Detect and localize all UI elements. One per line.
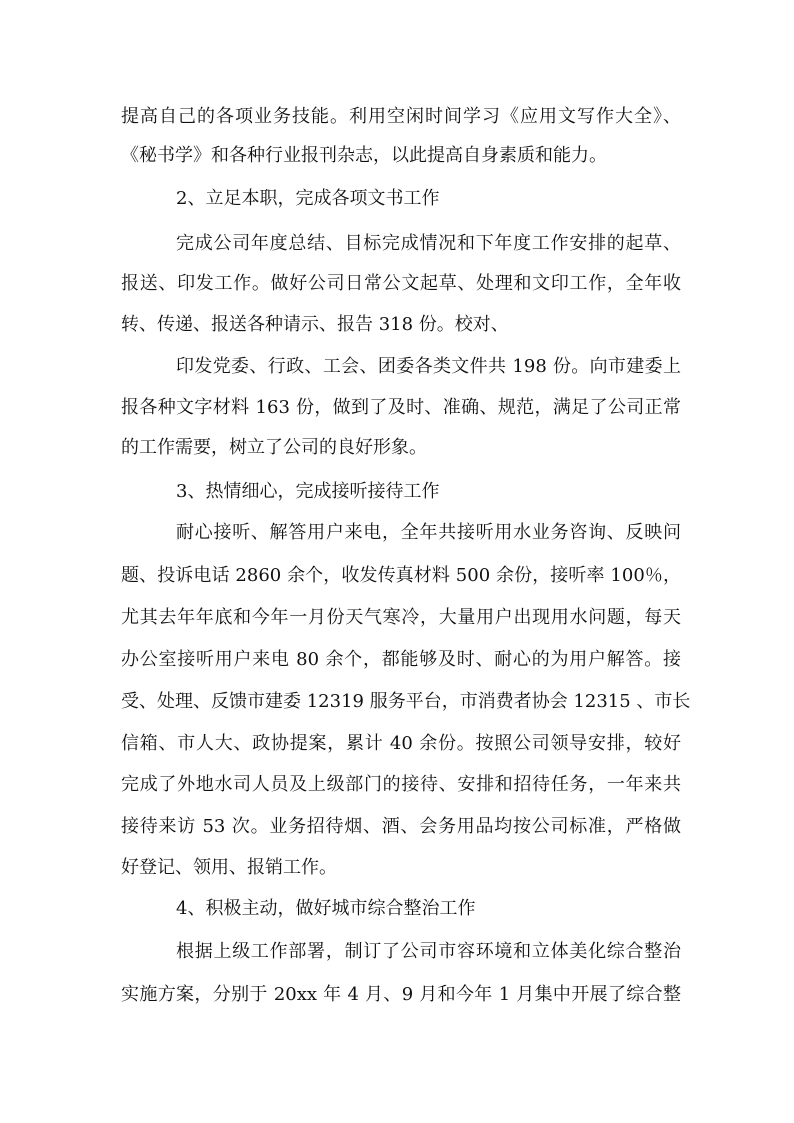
body-text-line: 完成了外地水司人员及上级部门的接待、安排和招待任务，一年来共 — [121, 774, 681, 795]
body-text-line: 信箱、市人大、政协提案，累计 40 余份。按照公司领导安排，较好 — [121, 733, 681, 754]
section-heading: 4、积极主动，做好城市综合整治工作 — [176, 898, 476, 919]
body-text-line: 完成公司年度总结、目标完成情况和下年度工作安排的起草、 — [176, 233, 681, 254]
body-text-line: 接待来访 53 次。业务招待烟、酒、会务用品均按公司标准，严格做 — [121, 816, 681, 837]
body-text-line: 的工作需要，树立了公司的良好形象。 — [121, 437, 427, 458]
body-text-line: 办公室接听用户来电 80 余个，都能够及时、耐心的为用户解答。接 — [121, 649, 681, 670]
body-text-line: 题、投诉电话 2860 余个，收发传真材料 500 余份，接听率 100％， — [121, 565, 681, 586]
body-text-line: 根据上级工作部署，制订了公司市容环境和立体美化综合整治 — [176, 941, 681, 962]
body-text-line: 尤其去年年底和今年一月份天气寒冷，大量用户出现用水问题，每天 — [121, 607, 681, 628]
body-text-line: 《秘书学》和各种行业报刊杂志，以此提高自身素质和能力。 — [121, 145, 607, 166]
body-text-line: 印发党委、行政、工会、团委各类文件共 198 份。向市建委上 — [176, 356, 681, 377]
body-text-line: 好登记、领用、报销工作。 — [121, 857, 337, 878]
body-text-line: 实施方案，分别于 20xx 年 4 月、9 月和今年 1 月集中开展了综合整 — [121, 984, 681, 1005]
section-heading: 3、热情细心，完成接听接待工作 — [176, 481, 440, 502]
body-text-line: 报各种文字材料 163 份，做到了及时、准确、规范，满足了公司正常 — [121, 397, 681, 418]
body-text-line: 转、传递、报送各种请示、报告 318 份。校对、 — [121, 314, 509, 335]
body-text-line: 报送、印发工作。做好公司日常公文起草、处理和文印工作，全年收 — [121, 273, 681, 294]
body-text-line: 受、处理、反馈市建委 12319 服务平台，市消费者协会 12315 、市长 — [121, 691, 691, 712]
body-text-line: 耐心接听、解答用户来电，全年共接听用水业务咨询、反映问 — [176, 522, 681, 543]
body-text-line: 提高自己的各项业务技能。利用空闲时间学习《应用文写作大全》、 — [121, 106, 681, 127]
section-heading: 2、立足本职，完成各项文书工作 — [176, 188, 440, 209]
